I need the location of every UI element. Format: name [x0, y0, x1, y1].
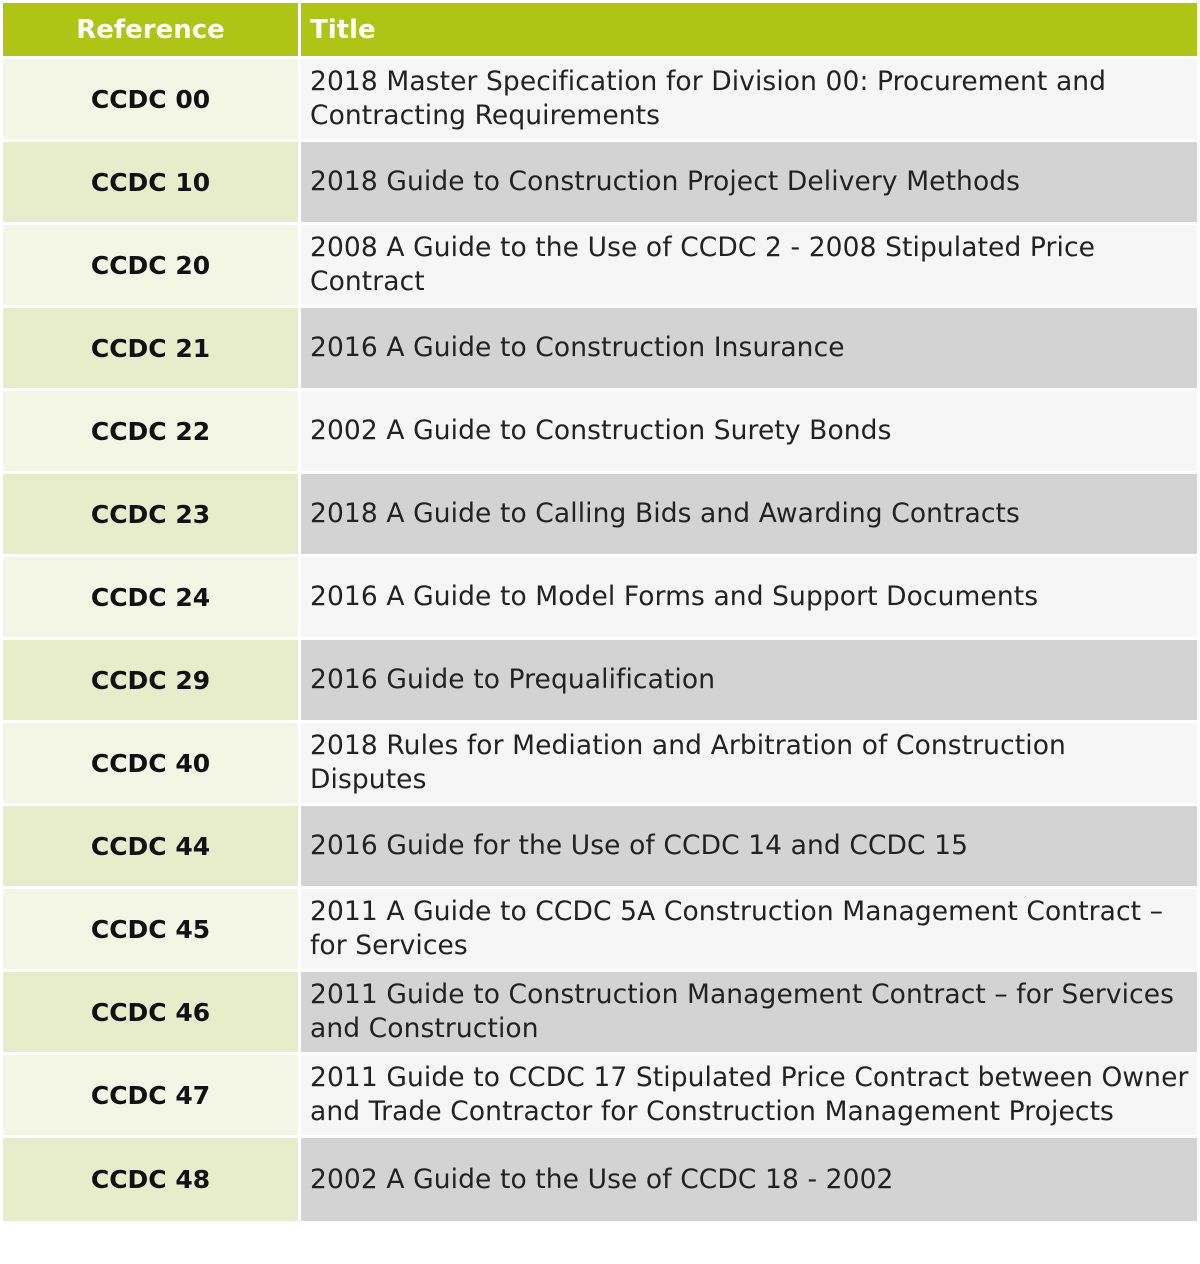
title-cell: 2002 A Guide to Construction Surety Bonds	[301, 391, 1197, 474]
reference-cell: CCDC 29	[3, 640, 301, 723]
reference-cell: CCDC 23	[3, 474, 301, 557]
title-cell: 2011 Guide to Construction Management Contract – for Services and Construction	[301, 972, 1197, 1055]
table-row	[3, 59, 1197, 142]
reference-cell: CCDC 44	[3, 806, 301, 889]
title-cell: 2011 A Guide to CCDC 5A Construction Management Contract – for Services	[301, 889, 1197, 972]
reference-cell: CCDC 21	[3, 308, 301, 391]
table-row	[3, 391, 1197, 474]
table-row	[3, 1055, 1197, 1138]
header-reference: Reference	[3, 3, 301, 59]
reference-cell: CCDC 24	[3, 557, 301, 640]
reference-cell: CCDC 48	[3, 1138, 301, 1221]
title-cell: 2016 Guide for the Use of CCDC 14 and CCDC 15	[301, 806, 1197, 889]
reference-cell: CCDC 40	[3, 723, 301, 806]
title-cell: 2018 A Guide to Calling Bids and Awarding Contracts	[301, 474, 1197, 557]
table-row	[3, 308, 1197, 391]
reference-cell: CCDC 47	[3, 1055, 301, 1138]
table-row	[3, 972, 1197, 1055]
table-row	[3, 723, 1197, 806]
table-row	[3, 474, 1197, 557]
table-row	[3, 806, 1197, 889]
table-header-row	[3, 3, 1197, 59]
title-cell: 2018 Master Specification for Division 00: Procurement and Contracting Requirements	[301, 59, 1197, 142]
reference-cell: CCDC 45	[3, 889, 301, 972]
reference-cell: CCDC 46	[3, 972, 301, 1055]
reference-cell: CCDC 22	[3, 391, 301, 474]
table-row	[3, 1138, 1197, 1221]
document-table-container	[3, 3, 1197, 1221]
table-row	[3, 640, 1197, 723]
title-cell: 2018 Rules for Mediation and Arbitration of Construction Disputes	[301, 723, 1197, 806]
table-row	[3, 889, 1197, 972]
ccdc-documents-table	[3, 3, 1197, 1221]
table-row	[3, 225, 1197, 308]
reference-cell: CCDC 20	[3, 225, 301, 308]
reference-cell: CCDC 10	[3, 142, 301, 225]
title-cell: 2016 Guide to Prequalification	[301, 640, 1197, 723]
title-cell: 2016 A Guide to Model Forms and Support Documents	[301, 557, 1197, 640]
title-cell: 2011 Guide to CCDC 17 Stipulated Price Contract between Owner and Trade Contractor for Construction Management Projects	[301, 1055, 1197, 1138]
table-row	[3, 142, 1197, 225]
reference-cell: CCDC 00	[3, 59, 301, 142]
table-row	[3, 557, 1197, 640]
title-cell: 2008 A Guide to the Use of CCDC 2 - 2008 Stipulated Price Contract	[301, 225, 1197, 308]
title-cell: 2002 A Guide to the Use of CCDC 18 - 2002	[301, 1138, 1197, 1221]
header-title: Title	[301, 3, 1197, 59]
title-cell: 2018 Guide to Construction Project Delivery Methods	[301, 142, 1197, 225]
title-cell: 2016 A Guide to Construction Insurance	[301, 308, 1197, 391]
